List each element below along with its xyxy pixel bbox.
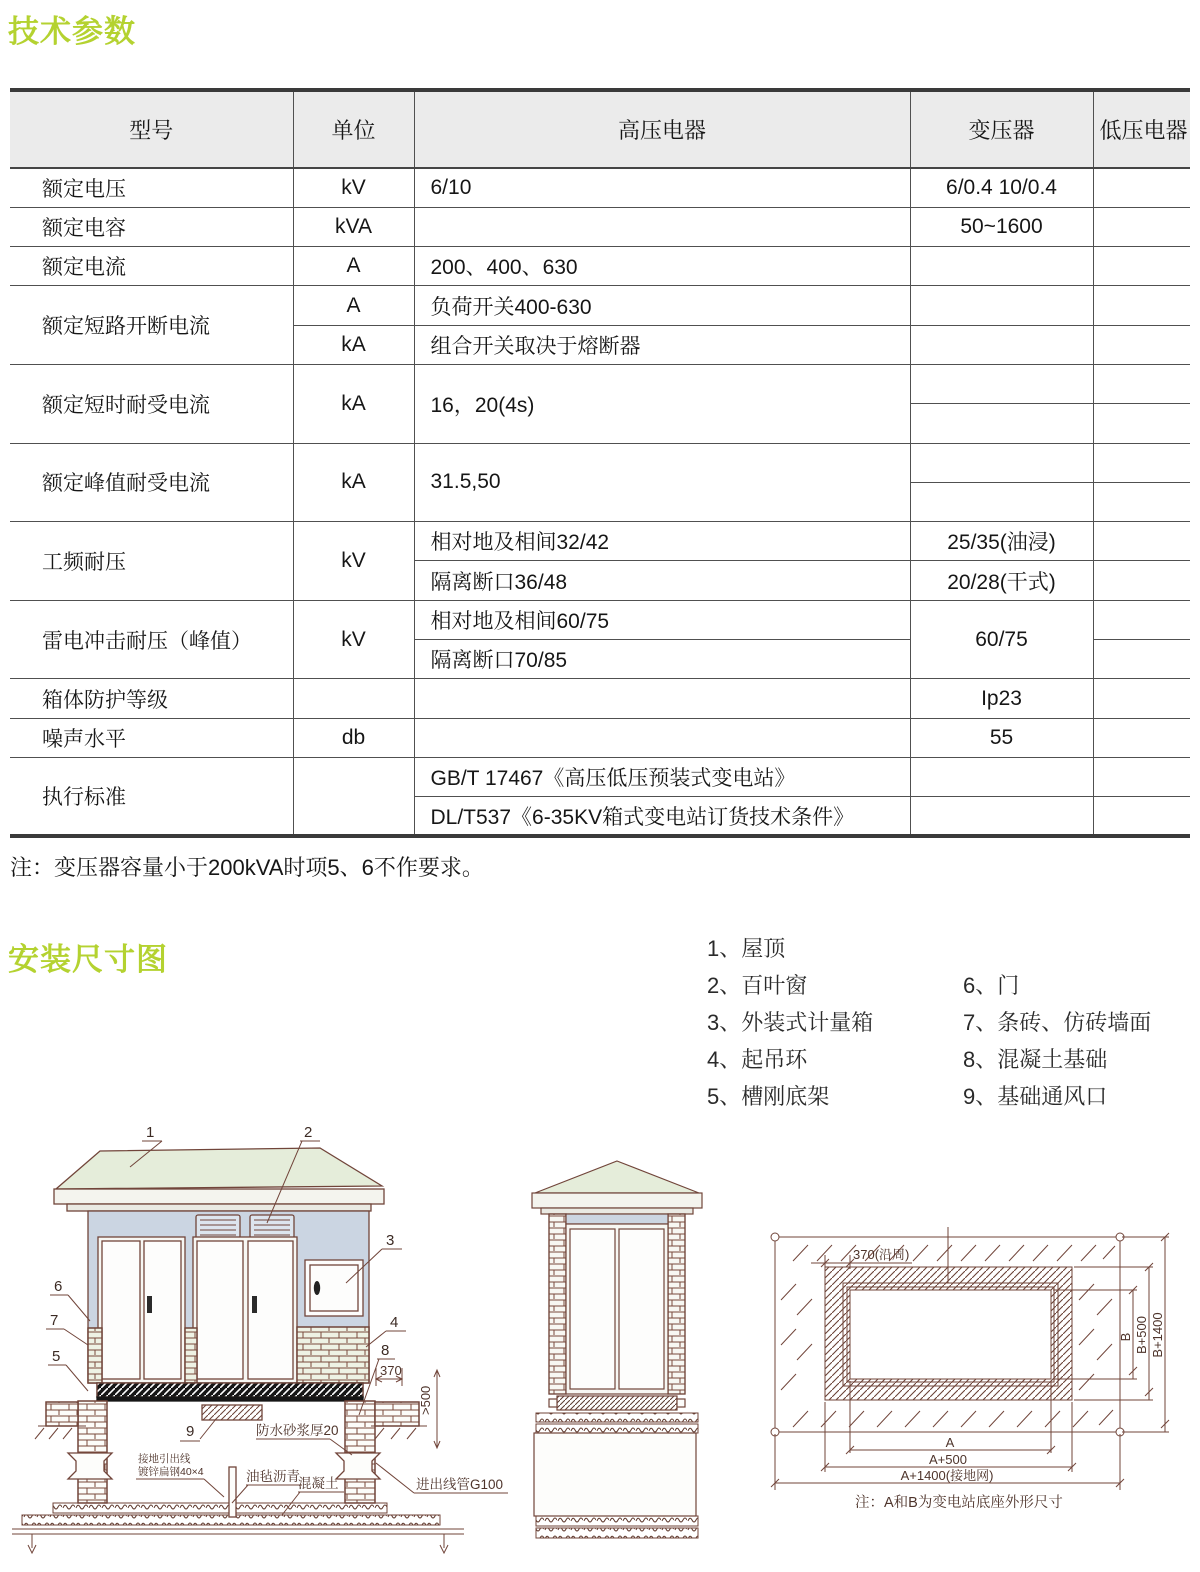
- hv-cell: 负荷开关400-630: [414, 286, 910, 325]
- lv-cell: [1093, 247, 1190, 286]
- param-name-cell: 噪声水平: [10, 718, 293, 757]
- transformer-cell: [910, 247, 1093, 286]
- lv-cell: [1093, 443, 1190, 482]
- callout-4: 4: [390, 1314, 399, 1331]
- header-model: 型号: [10, 90, 293, 168]
- plan-note: 注：A和B为变电站底座外形尺寸: [855, 1495, 1063, 1511]
- legend-item: 8、混凝土基础: [963, 1047, 1108, 1072]
- lv-cell: [1093, 522, 1190, 561]
- side-base: [549, 1396, 685, 1410]
- tech-params-table: [10, 88, 1190, 838]
- legend-item: 3、外装式计量箱: [707, 1010, 874, 1035]
- table-note: 注：变压器容量小于200kVA时项5、6不作要求。: [10, 855, 484, 880]
- callout-2: 2: [304, 1124, 313, 1141]
- callout-5: 5: [52, 1348, 61, 1365]
- lv-cell: [1093, 404, 1190, 443]
- hv-cell: 组合开关取决于熔断器: [414, 325, 910, 364]
- transformer-cell: 50~1600: [910, 207, 1093, 246]
- hv-cell: 隔离断口36/48: [414, 561, 910, 600]
- legend-item: 1、屋顶: [707, 936, 786, 961]
- transformer-cell: [910, 286, 1093, 325]
- side-elevation-drawing: [505, 1155, 755, 1570]
- dim-370: 370: [380, 1363, 402, 1378]
- param-name-cell: 额定峰值耐受电流: [10, 443, 293, 522]
- table-row: [10, 679, 1190, 718]
- param-name-cell: 工频耐压: [10, 522, 293, 601]
- door-left: [98, 1237, 185, 1383]
- transformer-cell: [910, 757, 1093, 796]
- foundation: [12, 1401, 464, 1553]
- transformer-cell: [910, 482, 1093, 521]
- table-row: [10, 443, 1190, 482]
- transformer-cell: [910, 325, 1093, 364]
- lv-cell: [1093, 207, 1190, 246]
- unit-cell: kV: [293, 522, 414, 601]
- tech-params-title: 技术参数: [8, 14, 136, 49]
- table-row: [10, 207, 1190, 246]
- transformer-cell: [910, 443, 1093, 482]
- transformer-cell: 60/75: [910, 600, 1093, 679]
- lv-cell: [1093, 718, 1190, 757]
- lv-cell: [1093, 286, 1190, 325]
- plan-dim-b: B: [1118, 1332, 1133, 1342]
- foundation-vent: [202, 1405, 262, 1420]
- transformer-cell: 6/0.4 10/0.4: [910, 168, 1093, 207]
- hv-cell: 16，20(4s): [414, 364, 910, 443]
- front-elevation-drawing: [10, 1115, 510, 1572]
- plan-dim-b500: B+500: [1134, 1316, 1149, 1354]
- label-concrete: 混凝土: [298, 1476, 339, 1491]
- lv-cell: [1093, 797, 1190, 836]
- lv-cell: [1093, 168, 1190, 207]
- door-right: [193, 1237, 297, 1383]
- plan-dim-a500: A+500: [929, 1452, 967, 1467]
- hv-cell: 相对地及相间32/42: [414, 522, 910, 561]
- legend-list-right: [963, 967, 1151, 1115]
- plan-dim-a: A: [945, 1435, 955, 1450]
- ground-rod: [229, 1467, 236, 1517]
- hv-cell: 6/10: [414, 168, 910, 207]
- hv-cell: 31.5,50: [414, 443, 910, 522]
- header-unit: 单位: [293, 90, 414, 168]
- param-name-cell: 额定电压: [10, 168, 293, 207]
- side-doors: [566, 1224, 668, 1394]
- callout-3: 3: [386, 1232, 395, 1249]
- callout-8: 8: [381, 1342, 390, 1359]
- param-name-cell: 额定电流: [10, 247, 293, 286]
- table-row: [10, 247, 1190, 286]
- transformer-cell: 20/28(干式): [910, 561, 1093, 600]
- hv-cell: 隔离断口70/85: [414, 640, 910, 679]
- unit-cell: [293, 757, 414, 836]
- dim-gt500: >500: [418, 1385, 433, 1415]
- lv-cell: [1093, 600, 1190, 639]
- param-name-cell: 额定短时耐受电流: [10, 364, 293, 443]
- foundation-plan-drawing: [755, 1215, 1200, 1525]
- side-foundation: [534, 1413, 698, 1538]
- table-row: [10, 286, 1190, 325]
- install-dim-title: 安装尺寸图: [8, 942, 168, 977]
- hv-cell: [414, 679, 910, 718]
- plan-dim-a1400: A+1400(接地网): [900, 1468, 994, 1483]
- header-hv: 高压电器: [414, 90, 910, 168]
- transformer-cell: Ip23: [910, 679, 1093, 718]
- channel-steel-base: [97, 1383, 363, 1401]
- lv-cell: [1093, 482, 1190, 521]
- transformer-cell: [910, 364, 1093, 403]
- unit-cell: kA: [293, 364, 414, 443]
- lv-cell: [1093, 757, 1190, 796]
- lv-cell: [1093, 325, 1190, 364]
- unit-cell: [293, 679, 414, 718]
- plan-dim-b1400: B+1400: [1150, 1312, 1165, 1358]
- header-transformer: 变压器: [910, 90, 1093, 168]
- unit-cell: db: [293, 718, 414, 757]
- legend-item: 4、起吊环: [707, 1047, 808, 1072]
- foundation-ring: [825, 1267, 1072, 1400]
- hv-cell: GB/T 17467《高压低压预装式变电站》: [414, 757, 910, 796]
- legend-item: 7、条砖、仿砖墙面: [963, 1010, 1152, 1035]
- param-name-cell: 额定短路开断电流: [10, 286, 293, 365]
- unit-cell: kV: [293, 600, 414, 679]
- transformer-cell: [910, 797, 1093, 836]
- metering-box: [305, 1260, 363, 1316]
- param-name-cell: 执行标准: [10, 757, 293, 836]
- unit-cell: kA: [293, 443, 414, 522]
- hv-cell: 200、400、630: [414, 247, 910, 286]
- transformer-cell: 55: [910, 718, 1093, 757]
- lv-cell: [1093, 561, 1190, 600]
- param-name-cell: 箱体防护等级: [10, 679, 293, 718]
- unit-cell: kVA: [293, 207, 414, 246]
- hv-cell: [414, 718, 910, 757]
- table-row: [10, 718, 1190, 757]
- side-lintel: [566, 1214, 668, 1224]
- plan-dim-370: 370(沿周): [853, 1247, 910, 1262]
- label-ground-1: 接地引出线: [138, 1453, 191, 1465]
- unit-cell: kA: [293, 325, 414, 364]
- callout-6: 6: [54, 1278, 63, 1295]
- header-lv: 低压电器: [1093, 90, 1190, 168]
- label-waterproof: 防水砂浆厚20: [256, 1423, 339, 1438]
- legend-item: 5、槽刚底架: [707, 1084, 830, 1109]
- table-row: [10, 757, 1190, 796]
- table-row: [10, 168, 1190, 207]
- param-name-cell: 雷电冲击耐压（峰值）: [10, 600, 293, 679]
- legend-list-left: [707, 930, 873, 1115]
- lv-cell: [1093, 679, 1190, 718]
- callout-9: 9: [186, 1423, 195, 1440]
- legend-item: 9、基础通风口: [963, 1084, 1108, 1109]
- legend-item: 6、门: [963, 973, 1020, 998]
- table-header-row: [10, 90, 1190, 168]
- callout-7: 7: [50, 1312, 59, 1329]
- table-row: [10, 600, 1190, 639]
- legend-item: 2、百叶窗: [707, 973, 808, 998]
- transformer-cell: [910, 404, 1093, 443]
- unit-cell: kV: [293, 168, 414, 207]
- table-row: [10, 522, 1190, 561]
- hv-cell: 相对地及相间60/75: [414, 600, 910, 639]
- label-asphalt: 油毡沥青: [246, 1469, 300, 1484]
- side-roof: [532, 1161, 702, 1214]
- lv-cell: [1093, 640, 1190, 679]
- label-pipe: 进出线管G100: [416, 1477, 504, 1492]
- label-ground-2: 镀锌扁钢40×4: [138, 1466, 204, 1478]
- roof: [54, 1148, 384, 1211]
- unit-cell: A: [293, 247, 414, 286]
- callout-1: 1: [146, 1124, 155, 1141]
- transformer-cell: 25/35(油浸): [910, 522, 1093, 561]
- lv-cell: [1093, 364, 1190, 403]
- hv-cell: DL/T537《6-35KV箱式变电站订货技术条件》: [414, 797, 910, 836]
- unit-cell: A: [293, 286, 414, 325]
- table-row: [10, 364, 1190, 403]
- hv-cell: [414, 207, 910, 246]
- param-name-cell: 额定电容: [10, 207, 293, 246]
